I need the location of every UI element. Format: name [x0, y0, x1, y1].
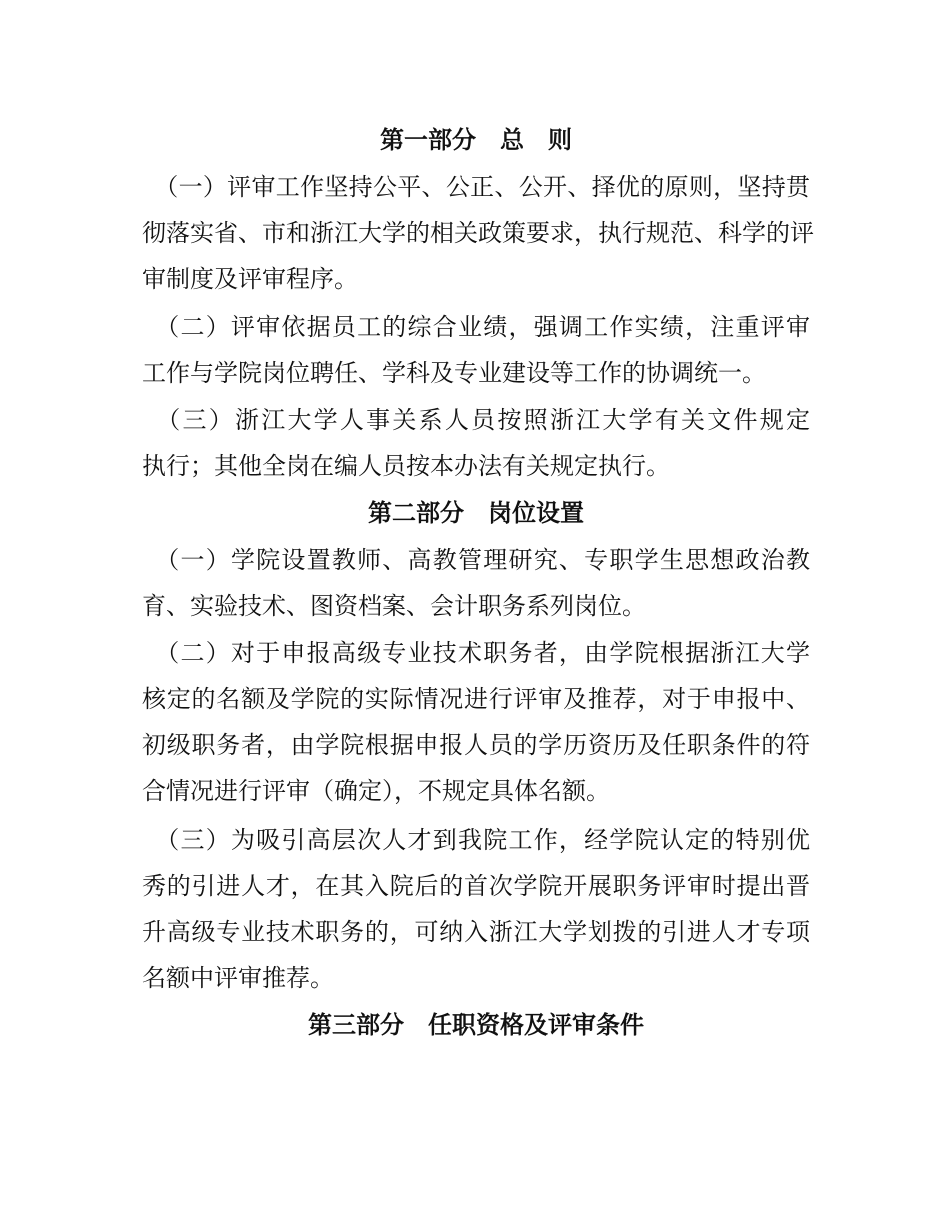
section-2-paragraph-2 [142, 630, 810, 814]
section-1-paragraph-1 [142, 164, 814, 302]
section-1-heading: 第一部分 总 则 [380, 126, 572, 154]
paragraph-line: （三）浙江大学人事关系人员按照浙江大学有关文件规定 [142, 406, 810, 434]
section-3-heading: 第三部分 任职资格及评审条件 [308, 1011, 644, 1039]
paragraph-line: 初级职务者，由学院根据申报人员的学历资历及任职条件的符 [142, 731, 810, 759]
paragraph-line: （二）对于申报高级专业技术职务者，由学院根据浙江大学 [142, 639, 810, 667]
paragraph-line: 核定的名额及学院的实际情况进行评审及推荐，对于申报中、 [142, 685, 810, 713]
paragraph-line: 升高级专业技术职务的，可纳入浙江大学划拨的引进人才专项 [142, 918, 810, 946]
section-2-paragraph-3 [142, 817, 810, 1001]
paragraph-line: 育、实验技术、图资档案、会计职务系列岗位。 [142, 592, 646, 620]
section-2-heading: 第二部分 岗位设置 [368, 499, 584, 527]
paragraph-line: 彻落实省、市和浙江大学的相关政策要求，执行规范、科学的评 [142, 219, 814, 247]
paragraph-line: 执行；其他全岗在编人员按本办法有关规定执行。 [142, 452, 670, 480]
section-2-paragraph-1 [142, 537, 810, 629]
paragraph-line: （一）学院设置教师、高教管理研究、专职学生思想政治教 [142, 546, 810, 574]
paragraph-line: 审制度及评审程序。 [142, 265, 358, 293]
paragraph-line: （三）为吸引高层次人才到我院工作，经学院认定的特别优 [142, 826, 810, 854]
paragraph-line: 合情况进行评审（确定），不规定具体名额。 [142, 777, 610, 805]
section-1-paragraph-2 [142, 304, 810, 396]
paragraph-line: 名额中评审推荐。 [142, 964, 334, 992]
section-1-paragraph-3 [142, 397, 810, 489]
paragraph-line: 工作与学院岗位聘任、学科及专业建设等工作的协调统一。 [142, 359, 766, 387]
paragraph-line: （一）评审工作坚持公平、公正、公开、择优的原则，坚持贯 [142, 173, 810, 201]
paragraph-line: 秀的引进人才，在其入院后的首次学院开展职务评审时提出晋 [142, 872, 810, 900]
paragraph-line: （二）评审依据员工的综合业绩，强调工作实绩，注重评审 [142, 313, 810, 341]
